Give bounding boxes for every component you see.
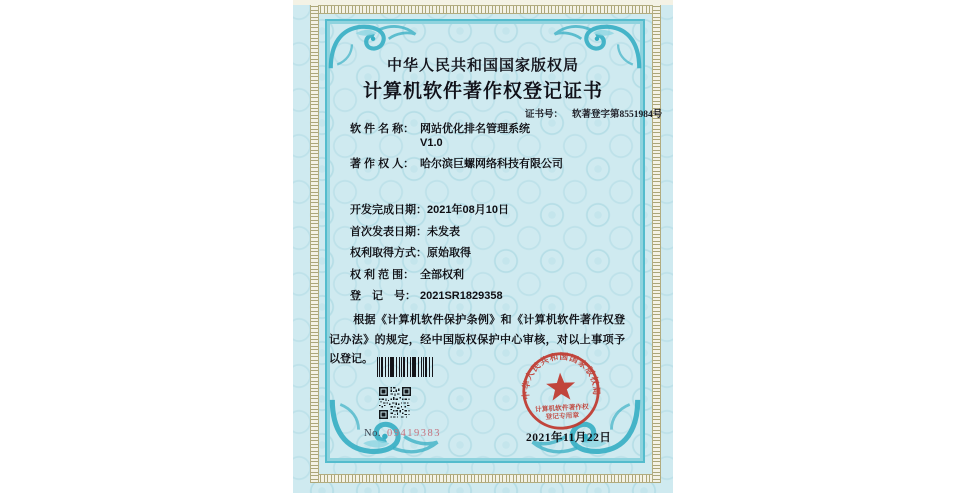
field-value: 哈尔滨巨螺网络科技有限公司 <box>420 158 563 170</box>
meander-border-bottom <box>310 474 661 483</box>
field-value: 2021SR1829358 <box>420 290 503 302</box>
field-completion-date <box>350 203 509 217</box>
seal-star-icon <box>546 372 576 401</box>
field-first-publication-date <box>350 225 460 239</box>
field-label: 软 件 名 称： <box>350 123 415 135</box>
field-value: 网站优化排名管理系统 <box>420 123 530 135</box>
field-label: 登 记 号： <box>350 290 416 302</box>
field-copyright-holder <box>350 157 563 171</box>
barcode-icon <box>377 357 433 377</box>
field-label: 开发完成日期： <box>350 204 427 216</box>
field-label: 著 作 权 人： <box>350 158 415 170</box>
field-value: 全部权利 <box>420 269 464 281</box>
field-rights-acquisition <box>350 246 471 260</box>
seal-line1: 计算机软件著作权 <box>534 403 589 414</box>
serial-number: 09419383 <box>386 428 441 439</box>
field-value: 2021年08月10日 <box>427 204 509 216</box>
certificate-paper <box>293 0 673 493</box>
certificate-title: 计算机软件著作权登记证书 <box>362 81 603 102</box>
field-label: 权 利 范 围： <box>350 269 415 281</box>
qr-code-icon <box>379 387 411 419</box>
serial-number-line <box>364 428 441 439</box>
field-value-version: V1.0 <box>420 137 443 149</box>
field-value: 原始取得 <box>427 247 471 259</box>
seal-ring-text: 中华人民共和国国家版权局 <box>520 351 602 401</box>
issuer-title: 中华人民共和国国家版权局 <box>386 58 579 74</box>
field-rights-scope <box>350 268 464 282</box>
certificate-number-line <box>525 106 662 120</box>
serial-label: No. <box>364 428 381 439</box>
meander-border-top <box>310 5 661 14</box>
field-software-name <box>350 122 530 150</box>
field-label: 首次发表日期： <box>350 226 427 238</box>
seal-line2: 登记专用章 <box>545 412 580 422</box>
certificate-number-value: 软著登字第8551984号 <box>572 110 663 120</box>
registration-statement: 根据《计算机软件保护条例》和《计算机软件著作权登记办法》的规定，经中国版权保护中心审核，对以上事项予以登记。 <box>329 314 625 365</box>
field-registration-number <box>350 289 503 303</box>
field-value: 未发表 <box>427 226 460 238</box>
field-label: 权利取得方式： <box>350 247 427 259</box>
certificate-number-label: 证书号： <box>525 110 564 120</box>
issue-date: 2021年11月22日 <box>526 432 612 444</box>
official-seal-icon <box>519 349 603 433</box>
